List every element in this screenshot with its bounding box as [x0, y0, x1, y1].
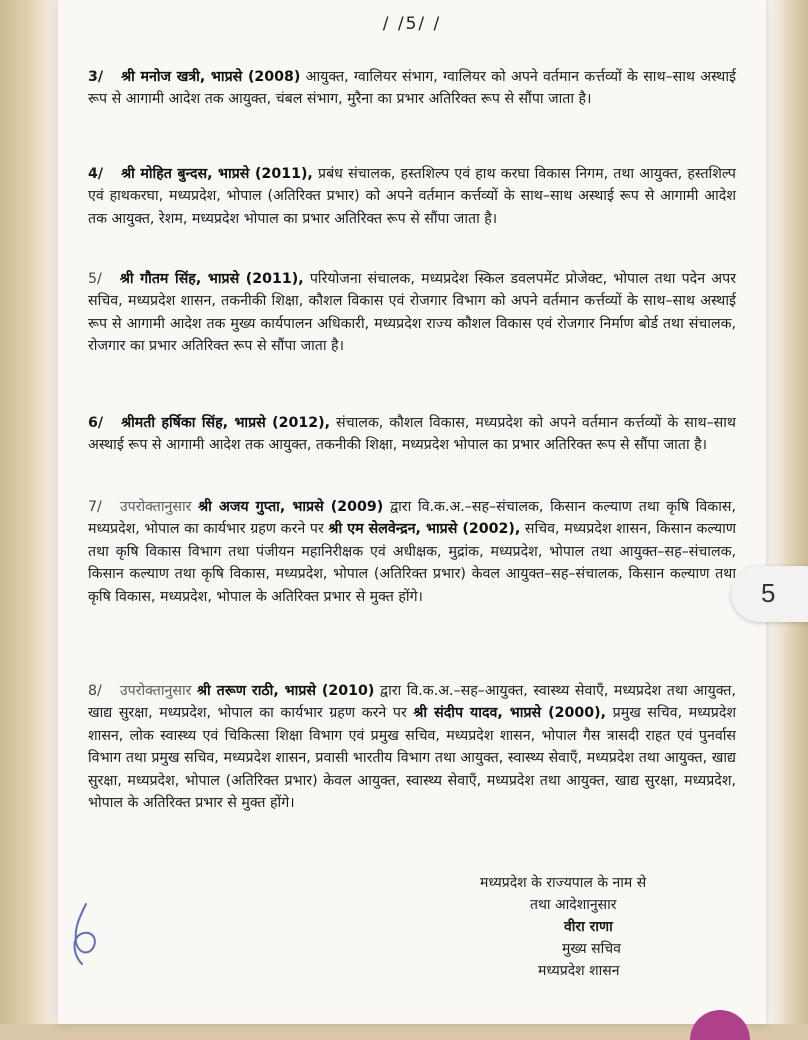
officer-name-second: श्री एम सेलवेन्द्रन, भाप्रसे (2002),: [328, 521, 521, 538]
paragraph-number: 3/: [88, 69, 104, 85]
paragraph-text: द्वारा वि.क.अ.–सह–आयुक्त, स्वास्थ्य सेवाएँ, मध्यप्रदेश तथा आयुक्त, खाद्य सुरक्षा, मध्यप्रदेश, भोपाल का कार्यभार ग्रहण करने पर: [88, 683, 736, 722]
page-indicator-badge: [731, 566, 808, 622]
paragraph-number: 8/: [88, 683, 102, 699]
officer-name: श्री अजय गुप्ता, भाप्रसे (2009): [198, 499, 384, 515]
handwritten-initial-icon: [64, 900, 104, 970]
officer-name: श्री मोहित बुन्दस, भाप्रसे (2011),: [121, 166, 313, 182]
paragraph-text: आयुक्त, ग्वालियर संभाग, ग्वालियर को अपने वर्तमान कर्त्तव्यों के साथ–साथ अस्थाई रूप से आगामी आदेश तक आयुक्त, चंबल संभाग, मुरैना का प्रभार अतिरिक्त रूप से सौंपा जाता है।: [88, 69, 736, 108]
paragraph-prefix: उपरोक्तानुसार: [119, 499, 199, 515]
order-paragraph-7: [88, 496, 736, 608]
signature-order-line: तथा आदेशानुसार: [530, 897, 617, 913]
paragraph-text-second: सचिव, मध्यप्रदेश शासन, किसान कल्याण तथा कृषि विकास विभाग तथा पंजीयन महानिरीक्षक एवं अधीक्षक, मुद्रांक, मध्यप्रदेश, भोपाल तथा आयुक्त–सह–संचालक, किसान कल्याण तथा कृषि विकास, मध्यप्रदेश, भोपाल (अतिरिक्त प्रभार) केवल आयुक्त–सह–संचालक, किसान कल्याण तथा कृषि विकास, मध्यप्रदेश, भोपाल के अतिरिक्त प्रभार से मुक्त होंगे।: [88, 521, 737, 605]
signatory-name: वीरा राणा: [564, 919, 613, 935]
paragraph-number: 7/: [88, 499, 102, 515]
paragraph-text-second: प्रमुख सचिव, मध्यप्रदेश शासन, लोक स्वास्थ्य एवं चिकित्सा शिक्षा विभाग एवं प्रमुख सचिव, मध्यप्रदेश शासन, भोपाल गैस त्रासदी राहत एवं पुनर्वास विभाग तथा प्रमुख सचिव, मध्यप्रदेश शासन, प्रवासी भारतीय विभाग तथा आयुक्त, स्वास्थ्य सेवाएँ, मध्यप्रदेश तथा आयुक्त, खाद्य सुरक्षा, मध्यप्रदेश, भोपाल (अतिरिक्त प्रभार) केवल आयुक्त, स्वास्थ्य सेवाएँ, मध्यप्रदेश तथा आयुक्त, खाद्य सुरक्षा, मध्यप्रदेश, भोपाल के अतिरिक्त प्रभार से मुक्त होंगे।: [88, 705, 736, 812]
officer-name: श्रीमती हर्षिका सिंह, भाप्रसे (2012),: [121, 415, 331, 431]
order-paragraph-3: [88, 66, 736, 111]
signature-block: [438, 872, 738, 982]
paragraph-text: संचालक, कौशल विकास, मध्यप्रदेश को अपने वर्तमान कर्त्तव्यों के साथ–साथ अस्थाई रूप से आगामी आदेश तक आयुक्त, तकनीकी शिक्षा, मध्यप्रदेश भोपाल का प्रभार अतिरिक्त रूप से सौंपा जाता है।: [88, 415, 736, 454]
page-number: / /5/ /: [382, 14, 442, 34]
order-paragraph-6: [88, 412, 736, 457]
page-indicator-number: 5: [761, 578, 776, 608]
paragraph-number: 6/: [88, 415, 104, 431]
officer-name-second: श्री संदीप यादव, भाप्रसे (2000),: [413, 705, 607, 722]
order-paragraph-4: [88, 163, 736, 230]
paragraph-number: 5/: [88, 271, 102, 287]
paragraph-number: 4/: [88, 166, 104, 182]
officer-name: श्री मनोज खत्री, भाप्रसे (2008): [121, 69, 301, 85]
paragraph-prefix: उपरोक्तानुसार: [119, 683, 197, 699]
order-paragraph-5: [88, 268, 736, 358]
signatory-designation: मुख्य सचिव: [562, 941, 621, 957]
paragraph-text: परियोजना संचालक, मध्यप्रदेश स्किल डवलपमेंट प्रोजेक्ट, भोपाल तथा पदेन अपर सचिव, मध्यप्रदेश शासन, तकनीकी शिक्षा, कौशल विकास एवं रोजगार विभाग को अपने वर्तमान कर्त्तव्यों के साथ–साथ अस्थाई रूप से आगामी आदेश तक मुख्य कार्यपालन अधिकारी, मध्यप्रदेश राज्य कौशल विकास एवं रोजगार निर्माण बोर्ड तथा संचालक, रोजगार का प्रभार अतिरिक्त रूप से सौंपा जाता है।: [88, 271, 736, 355]
officer-name: श्री गौतम सिंह, भाप्रसे (2011),: [119, 271, 304, 287]
officer-name: श्री तरूण राठी, भाप्रसे (2010): [196, 683, 375, 699]
paragraph-text: प्रबंध संचालक, हस्तशिल्प एवं हाथ करघा विकास निगम, तथा आयुक्त, हस्तशिल्प एवं हाथकरघा, मध्यप्रदेश, भोपाल (अतिरिक्त प्रभार) को अपने वर्तमान कर्त्तव्यों के साथ–साथ अस्थाई रूप से आगामी आदेश तक आयुक्त, रेशम, मध्यप्रदेश भोपाल का प्रभार अतिरिक्त रूप से सौंपा जाता है।: [88, 166, 736, 227]
order-paragraph-8: [88, 680, 736, 814]
signature-authority-line: मध्यप्रदेश के राज्यपाल के नाम से: [480, 875, 647, 891]
paragraph-text: द्वारा वि.क.अ.–सह–संचालक, किसान कल्याण तथा कृषि विकास, मध्यप्रदेश, भोपाल का कार्यभार ग्रहण करने पर: [88, 499, 736, 538]
document-page: [58, 0, 766, 1024]
signatory-office: मध्यप्रदेश शासन: [538, 963, 620, 979]
